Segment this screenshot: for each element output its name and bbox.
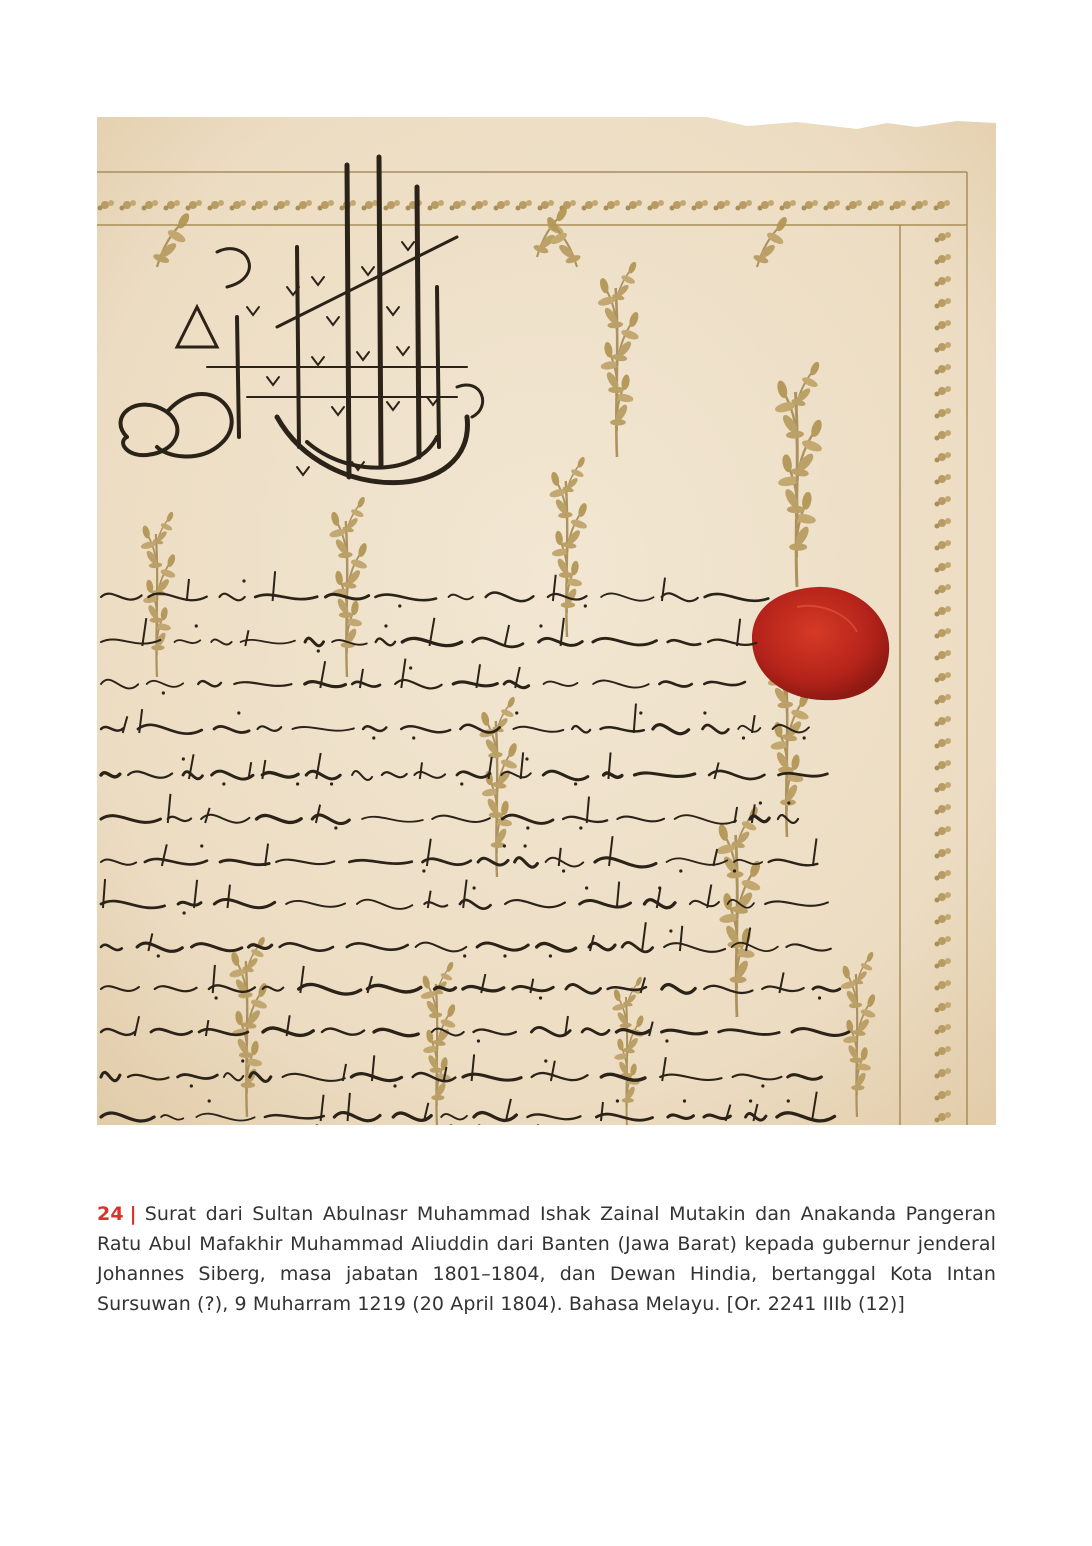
- manuscript-letter-image: [97, 117, 996, 1125]
- manuscript-figure: [97, 117, 996, 1125]
- caption-separator: |: [129, 1203, 137, 1225]
- caption-text: Surat dari Sultan Abulnasr Muhammad Ishak Zainal Mutakin dan Anakanda Pangeran Ratu Abul Mafakhir Muhammad Aliuddin dari Banten (Jawa Barat) kepada gubernur jenderal Johannes Siberg, masa jabatan 1801–1804, dan Dewan Hindia, bertanggal Kota Intan Sursuwan (?), 9 Muharram 1219 (20 April 1804). Bahasa Melayu. [Or. 2241 IIIb (12)]: [97, 1203, 996, 1315]
- caption-number: 24: [97, 1203, 124, 1225]
- figure-caption: [97, 1199, 996, 1319]
